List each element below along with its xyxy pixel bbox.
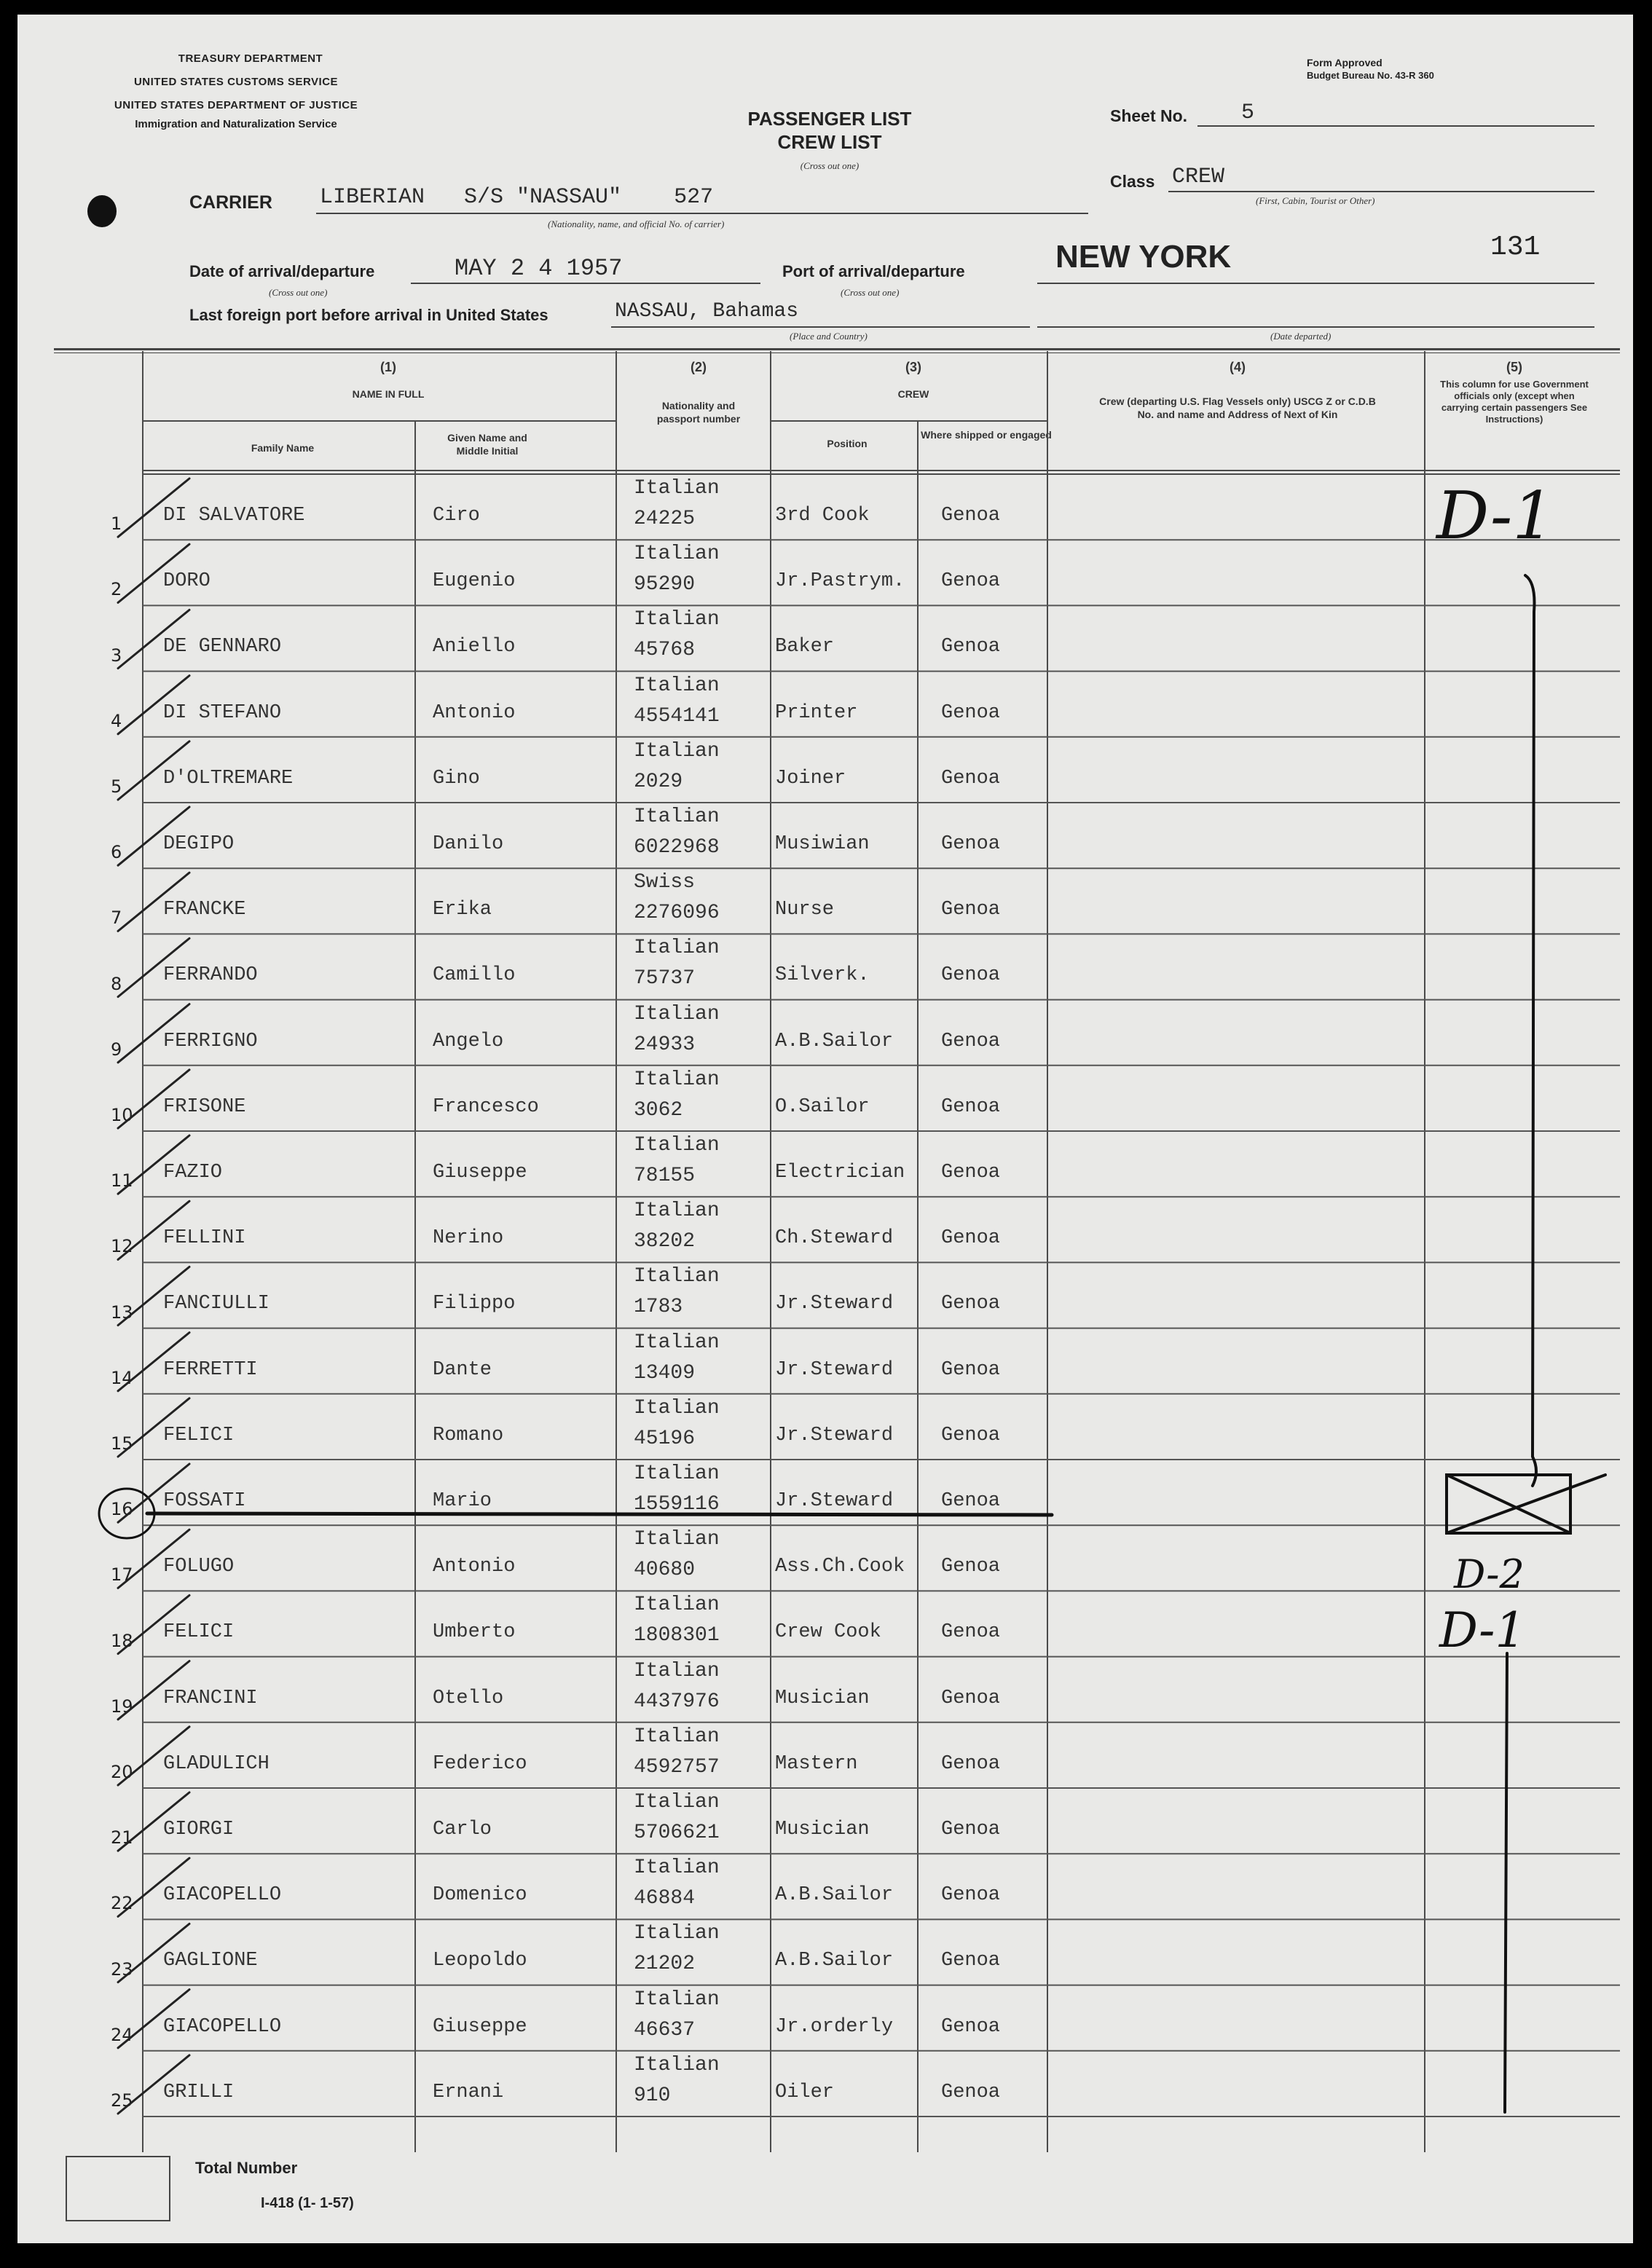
col2-title: Nationality and passport number xyxy=(656,400,741,425)
check-mark xyxy=(118,544,189,602)
nationality: Swiss xyxy=(634,871,696,894)
crew-position: Jr.orderly xyxy=(775,2015,894,2038)
nationality: Italian xyxy=(634,1594,720,1617)
row-number: 21 xyxy=(111,1827,133,1848)
document-page xyxy=(17,15,1633,2243)
strike-row-16 xyxy=(147,1513,1052,1515)
passport-number: 21202 xyxy=(634,1953,696,1976)
where-shipped: Genoa xyxy=(941,1819,1001,1840)
title-passenger-list: PASSENGER LIST xyxy=(747,108,912,130)
where-shipped: Genoa xyxy=(941,1752,1001,1775)
crew-position: Jr.Steward xyxy=(775,1358,894,1381)
check-mark xyxy=(118,479,189,537)
crew-position: Nurse xyxy=(775,899,835,921)
passport-number: 45768 xyxy=(634,639,696,662)
row-number: 17 xyxy=(111,1564,133,1586)
col5-num: (5) xyxy=(1506,360,1522,374)
given-name: Francesco xyxy=(433,1095,539,1118)
crew-position: Mastern xyxy=(775,1752,858,1775)
check-mark xyxy=(118,807,189,865)
where-shipped: Genoa xyxy=(941,1621,1001,1644)
crew-position: Jr.Steward xyxy=(775,1293,894,1315)
row-number: 1 xyxy=(111,513,122,535)
family-name: FERRIGNO xyxy=(163,1030,258,1052)
row-number: 11 xyxy=(111,1170,133,1192)
where-shipped: Genoa xyxy=(941,1030,1001,1052)
family-name: FOSSATI xyxy=(163,1490,246,1512)
row-number: 12 xyxy=(111,1236,133,1257)
given-name: Umberto xyxy=(433,1621,516,1644)
crew-position: Ch.Steward xyxy=(775,1227,894,1250)
passport-number: 3062 xyxy=(634,1098,683,1122)
check-mark xyxy=(118,741,189,800)
passport-number: 40680 xyxy=(634,1559,696,1582)
nationality: Italian xyxy=(634,1922,720,1945)
passport-number: 95290 xyxy=(634,573,696,596)
annotation-d1: D-1 xyxy=(1436,478,1554,554)
col2-num: (2) xyxy=(691,360,707,374)
given-name: Federico xyxy=(433,1752,527,1775)
where-shipped: Genoa xyxy=(941,1227,1001,1250)
given-name: Aniello xyxy=(433,636,516,658)
where-shipped: Genoa xyxy=(941,570,1001,593)
where-shipped: Genoa xyxy=(941,899,1001,921)
sheet-label: Sheet No. xyxy=(1110,106,1188,125)
family-name: FAZIO xyxy=(163,1162,223,1184)
nationality: Italian xyxy=(634,477,720,500)
passport-number: 4592757 xyxy=(634,1755,720,1779)
check-mark xyxy=(118,2055,189,2114)
row-number: 8 xyxy=(111,973,122,994)
crew-position: Musician xyxy=(775,1687,870,1709)
col1-family: Family Name xyxy=(251,442,315,454)
annotation-d2: D-2 xyxy=(1454,1551,1525,1597)
form-number: I-418 (1- 1-57) xyxy=(261,2195,354,2211)
sheet-value: 5 xyxy=(1241,101,1255,125)
crew-position: Crew Cook xyxy=(775,1621,881,1644)
col1-given: Given Name and Middle Initial xyxy=(447,432,527,457)
nationality: Italian xyxy=(634,1265,720,1288)
crew-position: Musician xyxy=(775,1819,870,1840)
crew-position: A.B.Sailor xyxy=(775,1950,894,1972)
row-number: 19 xyxy=(111,1696,133,1717)
handwriting-marks xyxy=(17,15,1633,2243)
annotation-d3: D-1 xyxy=(1439,1602,1526,1658)
port-value: NEW YORK xyxy=(1055,239,1232,275)
nationality: Italian xyxy=(634,1200,720,1223)
nationality: Italian xyxy=(634,1725,720,1748)
where-shipped: Genoa xyxy=(941,964,1001,987)
dept-customs: UNITED STATES CUSTOMS SERVICE xyxy=(133,76,339,88)
class-label: Class xyxy=(1110,172,1155,191)
crew-position: Joiner xyxy=(775,767,846,790)
passport-number: 45196 xyxy=(634,1427,696,1450)
given-name: Otello xyxy=(433,1687,504,1709)
nationality: Italian xyxy=(634,1134,720,1157)
family-name: FRISONE xyxy=(163,1095,246,1118)
family-name: FRANCINI xyxy=(163,1687,258,1709)
crew-position: 3rd Cook xyxy=(775,505,870,527)
crew-position: Printer xyxy=(775,701,858,724)
carrier-value: LIBERIAN S/S "NASSAU" 527 xyxy=(320,185,714,210)
dept-ins: Immigration and Naturalization Service xyxy=(135,118,337,130)
passport-number: 24933 xyxy=(634,1033,696,1056)
where-shipped: Genoa xyxy=(941,1490,1001,1512)
family-name: FELLINI xyxy=(163,1227,246,1250)
given-name: Romano xyxy=(433,1424,504,1446)
nationality: Italian xyxy=(634,1856,720,1880)
check-mark xyxy=(118,1070,189,1128)
check-mark xyxy=(118,1135,189,1194)
passport-number: 5706621 xyxy=(634,1822,720,1844)
nationality: Italian xyxy=(634,1331,720,1354)
nationality: Italian xyxy=(634,2053,720,2076)
date-departed-hint: (Date departed) xyxy=(1270,331,1332,342)
family-name: DE GENNARO xyxy=(163,636,282,658)
given-name: Camillo xyxy=(433,964,516,987)
given-name: Carlo xyxy=(433,1819,492,1840)
passport-number: 46637 xyxy=(634,2018,696,2041)
where-shipped: Genoa xyxy=(941,1687,1001,1709)
check-mark xyxy=(118,1595,189,1653)
given-name: Ernani xyxy=(433,2081,504,2103)
where-shipped: Genoa xyxy=(941,505,1001,527)
row-number: 15 xyxy=(111,1433,133,1454)
col1-num: (1) xyxy=(380,360,396,374)
given-name: Gino xyxy=(433,767,480,790)
total-box xyxy=(66,2156,170,2221)
given-name: Angelo xyxy=(433,1030,504,1052)
nationality: Italian xyxy=(634,543,720,566)
row-number: 20 xyxy=(111,1762,133,1782)
given-name: Danilo xyxy=(433,833,504,855)
nationality: Italian xyxy=(634,1068,720,1091)
col4-num: (4) xyxy=(1230,360,1246,374)
given-name: Ciro xyxy=(433,505,480,527)
nationality: Italian xyxy=(634,1528,720,1551)
check-mark xyxy=(118,1661,189,1720)
title-crew-list: CREW LIST xyxy=(777,131,882,153)
col3-where: Where shipped or engaged xyxy=(921,429,1052,441)
row-number: 4 xyxy=(111,710,122,731)
check-mark xyxy=(118,1004,189,1063)
crew-position: Ass.Ch.Cook xyxy=(775,1556,905,1578)
crew-position: A.B.Sailor xyxy=(775,1884,894,1907)
crew-position: Electrician xyxy=(775,1162,905,1184)
lastport-hint: (Place and Country) xyxy=(790,331,868,342)
crew-position: O.Sailor xyxy=(775,1095,870,1118)
given-name: Eugenio xyxy=(433,570,516,593)
family-name: FELICI xyxy=(163,1424,235,1446)
port-label: Port of arrival/departure xyxy=(782,262,965,280)
check-mark xyxy=(118,1924,189,1982)
form-approved: Form Approved xyxy=(1307,57,1382,68)
date-hint: (Cross out one) xyxy=(269,287,328,298)
class-hint: (First, Cabin, Tourist or Other) xyxy=(1256,195,1375,206)
passport-number: 38202 xyxy=(634,1230,696,1253)
class-value: CREW xyxy=(1172,165,1225,189)
row-number: 10 xyxy=(111,1105,133,1125)
passport-number: 46884 xyxy=(634,1887,696,1910)
passport-number: 2029 xyxy=(634,770,683,793)
family-name: FELICI xyxy=(163,1621,235,1644)
crew-position: Jr.Steward xyxy=(775,1424,894,1446)
col5-title: This column for use Government officials only (except when carrying certain passengers See Instructions) xyxy=(1440,379,1589,425)
check-mark xyxy=(118,873,189,931)
check-mark xyxy=(118,610,189,668)
col3-title: CREW xyxy=(897,388,929,400)
family-name: GIORGI xyxy=(163,1819,235,1840)
lastport-label: Last foreign port before arrival in United States xyxy=(189,306,548,324)
row-number: 3 xyxy=(111,645,122,666)
crew-position: Oiler xyxy=(775,2081,835,2103)
family-name: DEGIPO xyxy=(163,833,235,855)
crew-position: Jr.Pastrym. xyxy=(775,570,905,593)
passport-number: 1559116 xyxy=(634,1493,720,1516)
given-name: Mario xyxy=(433,1490,492,1512)
given-name: Leopoldo xyxy=(433,1950,527,1972)
family-name: FERRANDO xyxy=(163,964,258,987)
where-shipped: Genoa xyxy=(941,2015,1001,2038)
budget-bureau: Budget Bureau No. 43-R 360 xyxy=(1307,70,1434,81)
where-shipped: Genoa xyxy=(941,701,1001,724)
nationality: Italian xyxy=(634,1659,720,1682)
crossed-box-diag2 xyxy=(1447,1475,1605,1533)
row-number: 18 xyxy=(111,1630,133,1651)
given-name: Domenico xyxy=(433,1884,527,1907)
stamp-number: 131 xyxy=(1490,232,1541,263)
row-number: 5 xyxy=(111,776,122,797)
carrier-label: CARRIER xyxy=(189,192,272,213)
col4-title: Crew (departing U.S. Flag Vessels only) USCG Z or C.D.B No. and name and Address of Next of Kin xyxy=(1099,395,1376,420)
date-label: Date of arrival/departure xyxy=(189,262,375,280)
check-mark xyxy=(118,938,189,996)
crew-position: A.B.Sailor xyxy=(775,1030,894,1052)
where-shipped: Genoa xyxy=(941,1162,1001,1184)
col3-num: (3) xyxy=(905,360,921,374)
passport-number: 2276096 xyxy=(634,902,720,925)
family-name: D'OLTREMARE xyxy=(163,767,294,790)
given-name: Giuseppe xyxy=(433,1162,527,1184)
nationality: Italian xyxy=(634,1396,720,1420)
given-name: Erika xyxy=(433,899,492,921)
check-mark xyxy=(118,1333,189,1391)
total-label: Total Number xyxy=(195,2159,298,2177)
family-name: GLADULICH xyxy=(163,1752,270,1775)
nationality: Italian xyxy=(634,1791,720,1814)
nationality: Italian xyxy=(634,937,720,960)
passport-number: 78155 xyxy=(634,1165,696,1187)
col3-position: Position xyxy=(827,438,868,449)
where-shipped: Genoa xyxy=(941,833,1001,855)
family-name: GAGLIONE xyxy=(163,1950,258,1972)
given-name: Dante xyxy=(433,1358,492,1381)
where-shipped: Genoa xyxy=(941,1358,1001,1381)
family-name: DI STEFANO xyxy=(163,701,282,724)
family-name: FANCIULLI xyxy=(163,1293,270,1315)
nationality: Italian xyxy=(634,1462,720,1485)
passport-number: 6022968 xyxy=(634,836,720,859)
row-number: 9 xyxy=(111,1039,122,1060)
passport-number: 1783 xyxy=(634,1296,683,1319)
nationality: Italian xyxy=(634,806,720,828)
passport-number: 1808301 xyxy=(634,1624,720,1647)
where-shipped: Genoa xyxy=(941,1424,1001,1446)
row-number: 14 xyxy=(111,1367,133,1388)
given-name: Nerino xyxy=(433,1227,504,1250)
where-shipped: Genoa xyxy=(941,1950,1001,1972)
row-number: 6 xyxy=(111,842,122,863)
row-number: 25 xyxy=(111,2090,133,2111)
family-name: FOLUGO xyxy=(163,1556,235,1578)
family-name: DI SALVATORE xyxy=(163,505,305,527)
crew-position: Jr.Steward xyxy=(775,1490,894,1512)
crew-position: Musiwian xyxy=(775,833,870,855)
family-name: FRANCKE xyxy=(163,899,246,921)
where-shipped: Genoa xyxy=(941,1293,1001,1315)
nationality: Italian xyxy=(634,1988,720,2011)
dept-justice: UNITED STATES DEPARTMENT OF JUSTICE xyxy=(114,99,358,111)
given-name: Antonio xyxy=(433,701,516,724)
row-number: 22 xyxy=(111,1893,133,1914)
where-shipped: Genoa xyxy=(941,2081,1001,2103)
nationality: Italian xyxy=(634,1002,720,1025)
lastport-value: NASSAU, Bahamas xyxy=(615,300,799,323)
check-mark xyxy=(118,676,189,734)
check-mark xyxy=(118,1727,189,1785)
row-number: 2 xyxy=(111,579,122,600)
row-number: 23 xyxy=(111,1958,133,1980)
family-name: DORO xyxy=(163,570,211,593)
crew-position: Silverk. xyxy=(775,964,870,987)
check-mark xyxy=(118,1267,189,1325)
bracket-line-bottom xyxy=(1505,1653,1507,2112)
row-number: 13 xyxy=(111,1302,133,1323)
row-number: 7 xyxy=(111,907,122,929)
where-shipped: Genoa xyxy=(941,767,1001,790)
passport-number: 75737 xyxy=(634,967,696,991)
nationality: Italian xyxy=(634,739,720,763)
check-mark xyxy=(118,1858,189,1916)
family-name: GIACOPELLO xyxy=(163,2015,282,2038)
crew-position: Baker xyxy=(775,636,835,658)
given-name: Giuseppe xyxy=(433,2015,527,2038)
row-number: 24 xyxy=(111,2024,133,2045)
passport-number: 910 xyxy=(634,2084,671,2107)
date-value: MAY 2 4 1957 xyxy=(455,255,623,282)
passport-number: 24225 xyxy=(634,508,696,530)
where-shipped: Genoa xyxy=(941,1095,1001,1118)
where-shipped: Genoa xyxy=(941,636,1001,658)
dept-treasury: TREASURY DEPARTMENT xyxy=(178,52,323,65)
check-mark xyxy=(118,1990,189,2048)
port-hint: (Cross out one) xyxy=(841,287,900,298)
nationality: Italian xyxy=(634,674,720,697)
passport-number: 13409 xyxy=(634,1361,696,1385)
check-mark xyxy=(118,1398,189,1457)
carrier-hint: (Nationality, name, and official No. of carrier) xyxy=(548,218,725,229)
crossed-box-diag1 xyxy=(1447,1475,1570,1533)
given-name: Filippo xyxy=(433,1293,516,1315)
title-hint: (Cross out one) xyxy=(800,160,860,171)
bracket-line-top xyxy=(1525,575,1536,1486)
given-name: Antonio xyxy=(433,1556,516,1578)
where-shipped: Genoa xyxy=(941,1556,1001,1578)
family-name: GRILLI xyxy=(163,2081,235,2103)
passport-number: 4437976 xyxy=(634,1690,720,1713)
check-mark xyxy=(118,1201,189,1259)
nationality: Italian xyxy=(634,608,720,631)
where-shipped: Genoa xyxy=(941,1884,1001,1907)
row-number: 16 xyxy=(111,1499,133,1520)
family-name: GIACOPELLO xyxy=(163,1884,282,1907)
passport-number: 4554141 xyxy=(634,704,720,728)
check-mark xyxy=(118,1792,189,1851)
family-name: FERRETTI xyxy=(163,1358,258,1381)
col1-title: NAME IN FULL xyxy=(352,388,425,400)
